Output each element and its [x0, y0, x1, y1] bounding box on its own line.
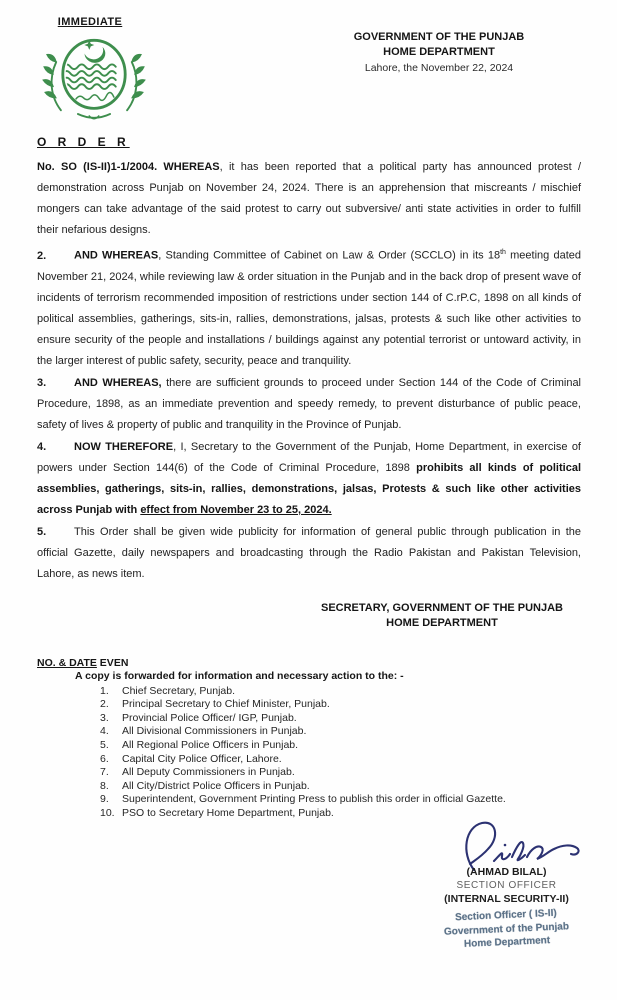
recipient-number: 3. [100, 711, 109, 724]
stamp-line-1: Section Officer ( IS-II) [454, 907, 557, 924]
paragraph-4-text-a: , I, Secretary to the Government of the Punjab, Home Department, in exercise of powers under Section 144(6) of the Code of Criminal Procedure, 1898 [37, 440, 581, 474]
paragraph-3-lead: AND WHEREAS, [74, 376, 162, 389]
signatory-designation: SECTION OFFICER [456, 880, 557, 891]
recipient-number: 10. [100, 807, 115, 819]
effective-dates: effect from November 23 to 25, 2024. [140, 503, 332, 516]
urgency-label: IMMEDIATE [57, 16, 123, 28]
signatory-department: HOME DEPARTMENT [386, 616, 498, 629]
paragraph-5 [37, 522, 581, 585]
list-item [100, 766, 581, 780]
recipient-text: Principal Secretary to Chief Minister, Punjab. [122, 698, 330, 711]
list-item [100, 753, 581, 767]
paragraph-5-number: 5. [37, 525, 47, 538]
paragraph-3-text: there are sufficient grounds to proceed under Section 144 of the Code of Criminal Procedure, 1898, as an immediate prevention and speedy remedy, to prevent disturbance of public peace, safety of lives & property of public and tranquility in the Province of Punjab. [37, 376, 582, 431]
paragraph-5-text: This Order shall be given wide publicity for information of general public through publication in the official Gazette, daily newspapers and broadcasting through the Radio Pakistan and Pakistan Television, Lahore, as news item. [37, 525, 581, 580]
signature-block [404, 818, 609, 950]
signatory-block [307, 601, 577, 631]
paragraph-3 [37, 373, 581, 436]
list-item [100, 698, 581, 712]
ordinal-suffix: th [500, 249, 506, 256]
signatory-wing: (INTERNAL SECURITY-II) [444, 893, 569, 905]
stamp-line-2: Government of the Punjab [443, 920, 570, 938]
recipients-list [100, 685, 581, 821]
signatory-name: (AHMAD BILAL) [466, 866, 547, 878]
punjab-government-crest-icon [11, 32, 177, 133]
recipient-number: 5. [100, 739, 109, 752]
reference-number: No. SO (IS-II)1-1/2004. WHEREAS [37, 161, 220, 173]
forwarding-line: A copy is forwarded for information and necessary action to the: - [75, 669, 404, 682]
list-item [100, 725, 581, 739]
paragraph-4-lead: NOW THEREFORE [74, 440, 174, 453]
place-and-date: Lahore, the November 22, 2024 [364, 62, 514, 74]
stamp-line-3: Home Department [463, 935, 551, 950]
paragraph-4 [37, 437, 581, 521]
list-item [100, 739, 581, 753]
letterhead [37, 12, 581, 133]
recipient-text: All Divisional Commissioners in Punjab. [122, 725, 307, 738]
recipient-number: 1. [100, 684, 109, 697]
recipient-number: 2. [100, 698, 109, 711]
distribution-section [37, 657, 581, 821]
distribution-reference [37, 657, 581, 669]
list-item [100, 712, 581, 726]
office-stamp [403, 905, 610, 954]
reference-value: EVEN [96, 656, 129, 669]
recipient-number: 4. [100, 725, 109, 738]
paragraph-1 [37, 157, 581, 241]
paragraph-2 [37, 242, 581, 372]
recipient-text: Superintendent, Government Printing Press to publish this order in official Gazette. [122, 793, 506, 806]
letterhead-left [37, 12, 177, 133]
list-item [100, 793, 581, 807]
recipient-number: 7. [100, 766, 109, 779]
paragraph-2-lead: AND WHEREAS [74, 249, 159, 262]
paragraph-3-number: 3. [37, 376, 47, 389]
prohibition-clause: prohibits all kinds of political assemblies, gatherings, sits-in, rallies, demonstrations, jalsas, Protests & such like other activities across Punjab with [37, 461, 582, 516]
department-name: HOME DEPARTMENT [383, 46, 495, 58]
reference-label: NO. & DATE [37, 656, 97, 669]
paragraph-4-number: 4. [37, 440, 47, 453]
paragraph-2-text-a: , Standing Committee of Cabinet on Law & Order (SCCLO) in its 18 [158, 249, 501, 262]
recipient-text: Chief Secretary, Punjab. [122, 684, 236, 697]
recipient-text: Provincial Police Officer/ IGP, Punjab. [122, 711, 297, 724]
list-item [100, 685, 581, 699]
recipient-text: All Regional Police Officers in Punjab. [122, 739, 299, 752]
paragraph-1-text: , it has been reported that a political party has announced protest / demonstration across Punjab on November 24, 2024. There is an apprehension that miscreants / mischief mongers can take advantage of the said protest to carry out subversive/ anti state activities in order to fulfill their nefarious designs. [37, 161, 582, 236]
recipient-number: 9. [100, 793, 109, 806]
paragraph-2-number: 2. [37, 249, 47, 262]
recipient-text: Capital City Police Officer, Lahore. [122, 752, 282, 765]
government-name: GOVERNMENT OF THE PUNJAB [353, 31, 525, 43]
recipient-text: All Deputy Commissioners in Punjab. [122, 766, 295, 779]
letterhead-right [309, 12, 569, 133]
list-item [100, 780, 581, 794]
recipient-number: 6. [100, 752, 109, 765]
signatory-title: SECRETARY, GOVERNMENT OF THE PUNJAB [320, 601, 564, 614]
recipient-text: PSO to Secretary Home Department, Punjab. [122, 807, 334, 819]
recipient-number: 8. [100, 779, 109, 792]
recipient-text: All City/District Police Officers in Punjab. [122, 779, 310, 792]
order-title: O R D E R [37, 135, 130, 149]
paragraph-2-text-b: meeting dated November 21, 2024, while reviewing law & order situation in the Punjab and in the back drop of present wave of incidents of terrorism recommended imposition of restrictions under section 144 of C.rP.C, 1898 on all kinds of political assemblies, gatherings, sits-in, rallies, demonstrations, jalsas, protests & such like other activities to ensure security of the people and installations / buildings against any potential terrorist or untoward activity, in the larger interest of public safety, security, peace and tranquility. [37, 249, 581, 367]
